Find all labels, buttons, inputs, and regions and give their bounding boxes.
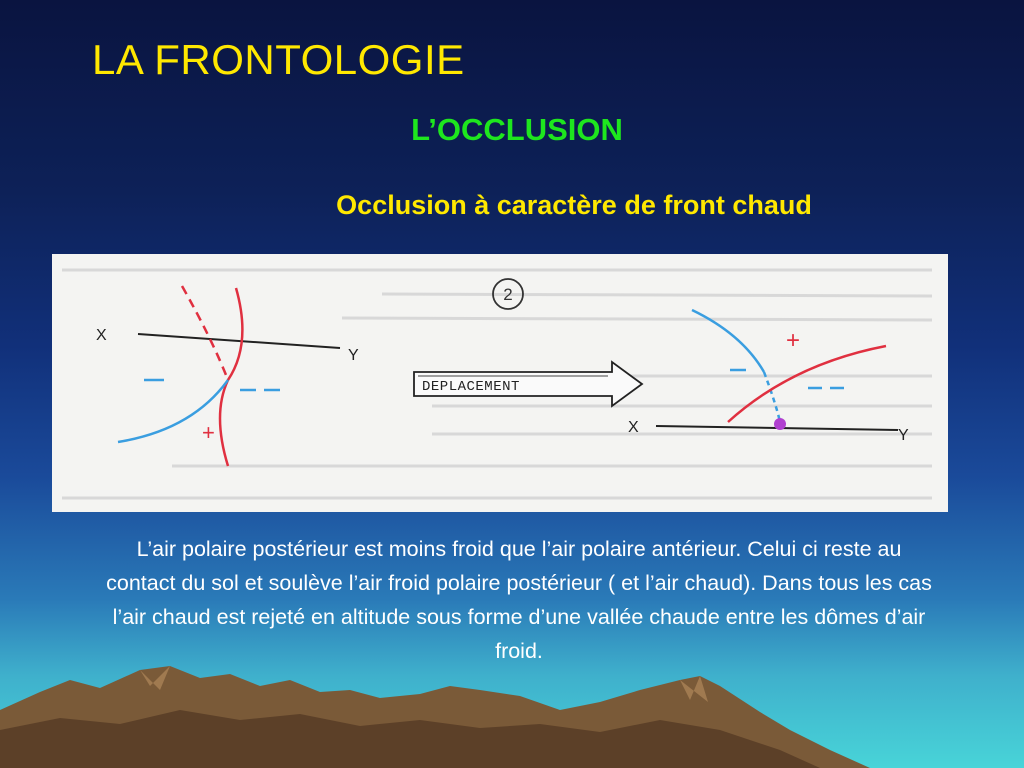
slide-subtitle: L’OCCLUSION [411, 112, 623, 147]
left-axis-start-label: X [96, 327, 107, 344]
occlusion-diagram [52, 254, 948, 512]
left-axis-line [138, 334, 340, 348]
upper-warm-front-dashed [182, 286, 228, 380]
right-plus-sign: + [786, 327, 801, 354]
explanation-paragraph: L’air polaire postérieur est moins froid que l’air polaire antérieur. Celui ci reste au contact du sol et soulève l’air froid polaire postérieur ( et l’air chaud). Dans tous les cas l’air chaud est rejeté en altitude sous forme d’une vallée chaude entre les dômes d’air froid. [106, 537, 932, 663]
right-occlusion-dashed [764, 372, 780, 422]
right-warm-front-line [728, 346, 886, 422]
figure-caption: Occlusion à caractère de front chaud [336, 190, 812, 220]
displacement-arrow-label: DEPLACEMENT [422, 379, 520, 395]
occlusion-point [774, 418, 786, 430]
left-plus-sign: + [202, 420, 215, 445]
right-axis-end-label: Y [898, 427, 909, 444]
right-axis-start-label: X [628, 419, 639, 436]
left-axis-end-label: Y [348, 347, 359, 364]
slide-title: LA FRONTOLOGIE [92, 36, 465, 83]
step-number: 2 [503, 285, 513, 304]
warm-front-line [220, 288, 242, 466]
